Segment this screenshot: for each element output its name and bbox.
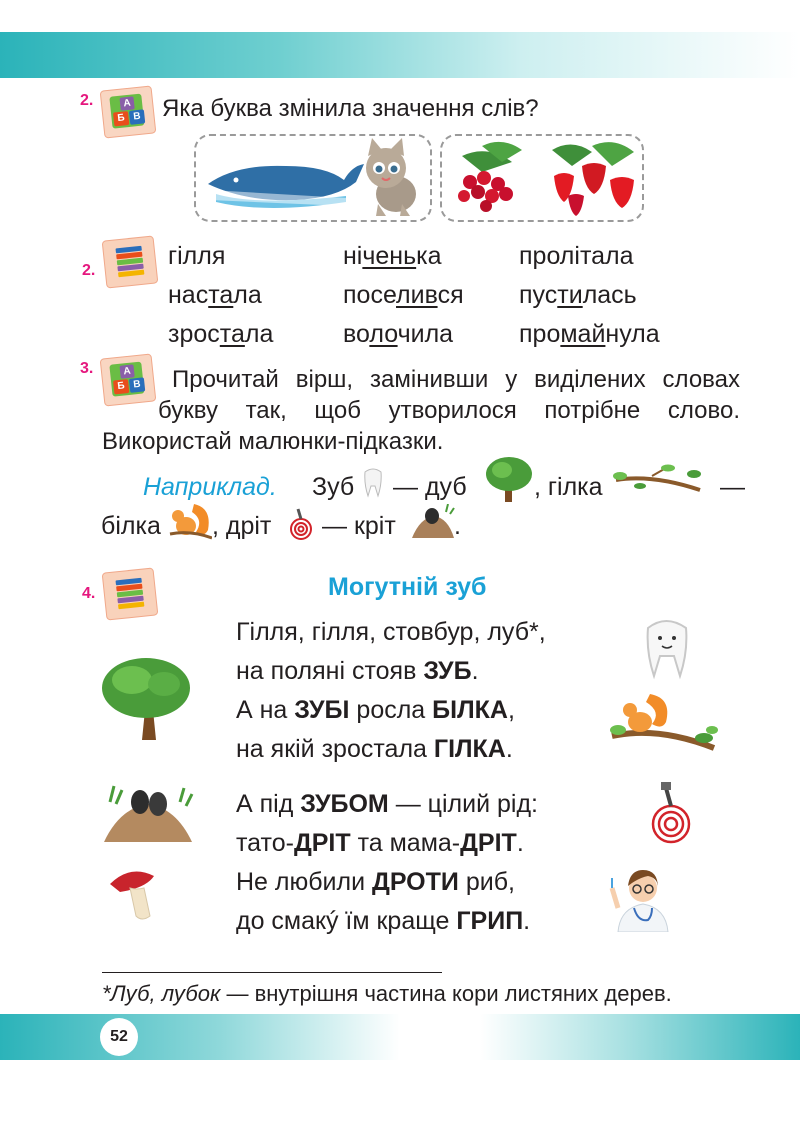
poem-line-6: тато-ДРІТ та мама-ДРІТ. (236, 829, 524, 857)
whale-cat-illustration (196, 136, 430, 220)
header-bar (0, 32, 800, 78)
squirrel-on-branch-icon (608, 690, 718, 760)
mole-hill-icon (100, 782, 196, 846)
example-drit: , дріт (212, 512, 272, 540)
picture-box-whale-cat (194, 134, 432, 222)
wire-coil-icon (646, 782, 696, 846)
poem-line-8: до смакý їм краще ГРИП. (236, 907, 531, 935)
mole-hill-icon (410, 504, 456, 540)
exercise-3-line2: букву так, щоб утворилося потрібне слово. (158, 397, 740, 424)
berries-illustration (442, 136, 642, 220)
word-promainula: промайнула (519, 320, 660, 348)
poem-line-7: Не любили ДРОТИ риб, (236, 868, 515, 896)
example-bilka: білка (101, 512, 161, 540)
word-nichenka: ніченька (343, 242, 442, 270)
example-zub: Зуб (312, 473, 355, 501)
branch-icon (612, 464, 704, 498)
oak-tree-icon (484, 456, 534, 502)
example-dash-dub: — дуб (393, 473, 467, 501)
word-gillya: гілля (168, 242, 226, 270)
abc-blocks-icon: А Б В (100, 85, 157, 138)
poem-stanza-2 (236, 785, 636, 941)
strawberries-icon (552, 142, 634, 216)
mushroom-icon (106, 866, 162, 922)
oak-tree-icon (98, 650, 194, 746)
footer-bar-left (0, 1014, 400, 1060)
exercise-1-number: 2. (80, 92, 94, 109)
poem-line-4: на якій зростала ГІЛКА. (236, 735, 513, 763)
poem-line-2: на поляні стояв ЗУБ. (236, 657, 479, 685)
exercise-3-line3: Використай малюнки-підказки. (102, 428, 444, 455)
footnote: *Луб, лубок — внутрішня частина кори листяних дерев. (102, 981, 672, 1006)
page-number: 52 (100, 1018, 138, 1056)
word-nastala: настала (168, 281, 262, 309)
example-gilka: , гілка (534, 473, 603, 501)
cat-icon (366, 138, 416, 216)
footnote-divider (102, 972, 442, 973)
viburnum-icon (458, 142, 522, 212)
abc-blocks-icon: А Б В (100, 353, 157, 406)
example-label: Наприклад. (143, 473, 277, 501)
exercise-4-number: 4. (82, 585, 96, 602)
tooth-icon (362, 466, 384, 498)
poem-line-5: А під ЗУБОМ — цілий рід: (236, 790, 538, 818)
example-end: . (454, 512, 461, 540)
doctor-icon (608, 862, 678, 932)
word-prolitala: пролітала (519, 242, 634, 270)
word-zrostala: зростала (168, 320, 274, 348)
exercise-2-number: 2. (82, 262, 96, 279)
picture-box-berries (440, 134, 644, 222)
poem-line-1: Гілля, гілля, стовбур, луб*, (236, 618, 546, 646)
tooth-icon (642, 616, 692, 680)
squirrel-icon (168, 500, 212, 540)
exercise-1-question: Яка буква змінила значення слів? (162, 95, 539, 122)
footer-bar-right (480, 1014, 800, 1060)
word-pustylas: пустилась (519, 281, 637, 309)
word-volochyla: волочила (343, 320, 454, 348)
poem-title: Могутній зуб (328, 573, 487, 601)
exercise-3-line1: Прочитай вірш, замінивши у виділених словах (172, 366, 740, 393)
exercise-3-number: 3. (80, 360, 94, 377)
example-dash-2: — (720, 473, 745, 501)
poem-line-3: А на ЗУБІ росла БІЛКА, (236, 696, 515, 724)
poem-stanza-1 (236, 613, 636, 769)
books-icon (102, 567, 159, 620)
word-poselyvsya: поселився (343, 281, 464, 309)
books-icon (102, 235, 159, 288)
wire-coil-icon (286, 505, 316, 541)
example-krit: — кріт (322, 512, 396, 540)
